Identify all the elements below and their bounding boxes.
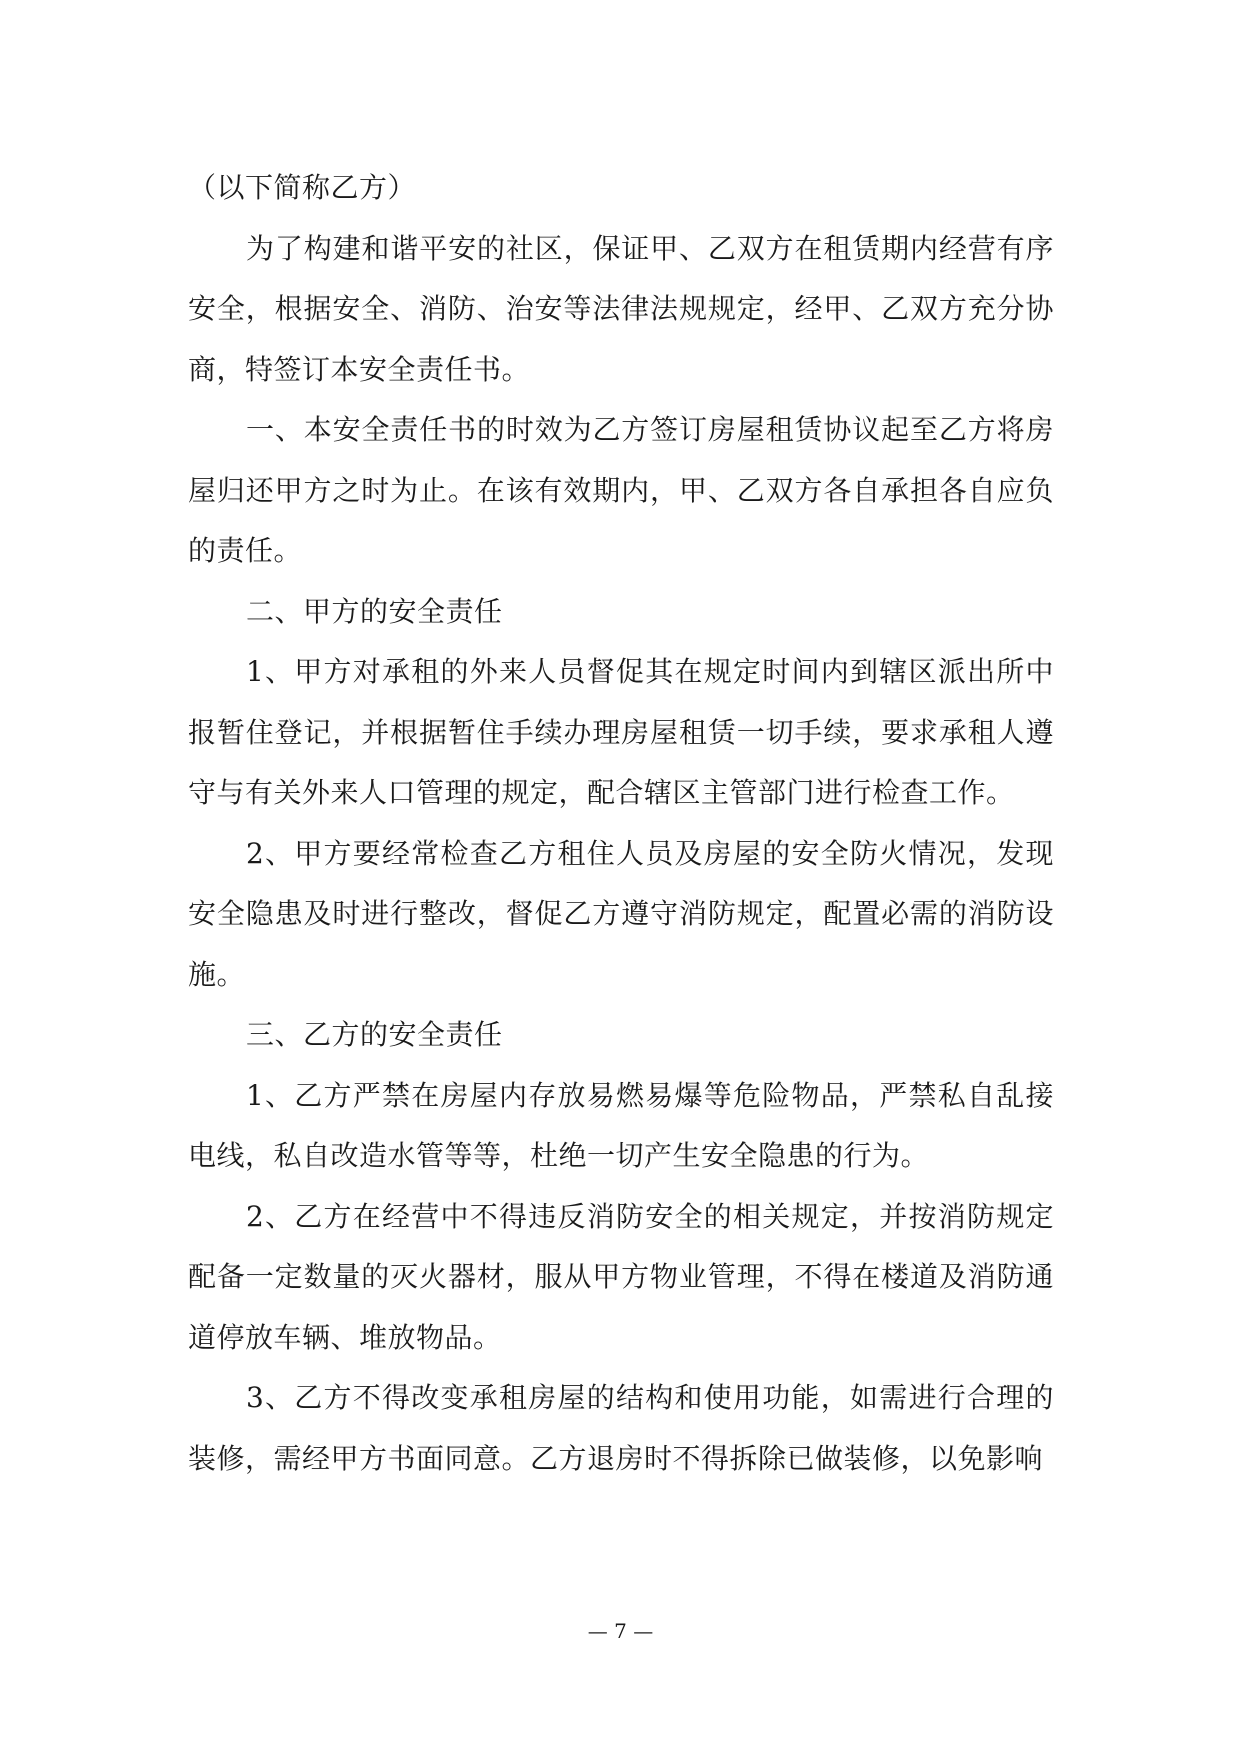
document-body [188, 158, 1054, 1489]
paragraph-party-a-item-2: 2、甲方要经常检查乙方租住人员及房屋的安全防火情况，发现安全隐患及时进行整改，督促乙方遵守消防规定，配置必需的消防设施。 [188, 836, 1054, 991]
paragraph-party-b-item-1: 1、乙方严禁在房屋内存放易燃易爆等危险物品，严禁私自乱接电线，私自改造水管等等，杜绝一切产生安全隐患的行为。 [188, 1078, 1054, 1172]
paragraph-party-a-item-1: 1、甲方对承租的外来人员督促其在规定时间内到辖区派出所中报暂住登记，并根据暂住手续办理房屋租赁一切手续，要求承租人遵守与有关外来人口管理的规定，配合辖区主管部门进行检查工作。 [188, 655, 1054, 809]
paragraph-continuation: （以下简称乙方） [188, 171, 417, 204]
page-number: — 7 — [587, 1619, 654, 1643]
heading-party-b-responsibility: 三、乙方的安全责任 [246, 1018, 503, 1051]
paragraph-party-b-item-2: 2、乙方在经营中不得违反消防安全的相关规定，并按消防规定配备一定数量的灭火器材，服从甲方物业管理，不得在楼道及消防通道停放车辆、堆放物品。 [188, 1199, 1054, 1354]
paragraph-section-1: 一、本安全责任书的时效为乙方签订房屋租赁协议起至乙方将房屋归还甲方之时为止。在该有效期内，甲、乙双方各自承担各自应负的责任。 [188, 413, 1054, 567]
heading-party-a-responsibility: 二、甲方的安全责任 [246, 594, 503, 628]
paragraph-party-b-item-3: 3、乙方不得改变承租房屋的结构和使用功能，如需进行合理的装修，需经甲方书面同意。乙方退房时不得拆除已做装修，以免影响 [188, 1381, 1054, 1475]
paragraph-preamble: 为了构建和谐平安的社区，保证甲、乙双方在租赁期内经营有序安全，根据安全、消防、治安等法律法规规定，经甲、乙双方充分协商，特签订本安全责任书。 [188, 231, 1054, 386]
